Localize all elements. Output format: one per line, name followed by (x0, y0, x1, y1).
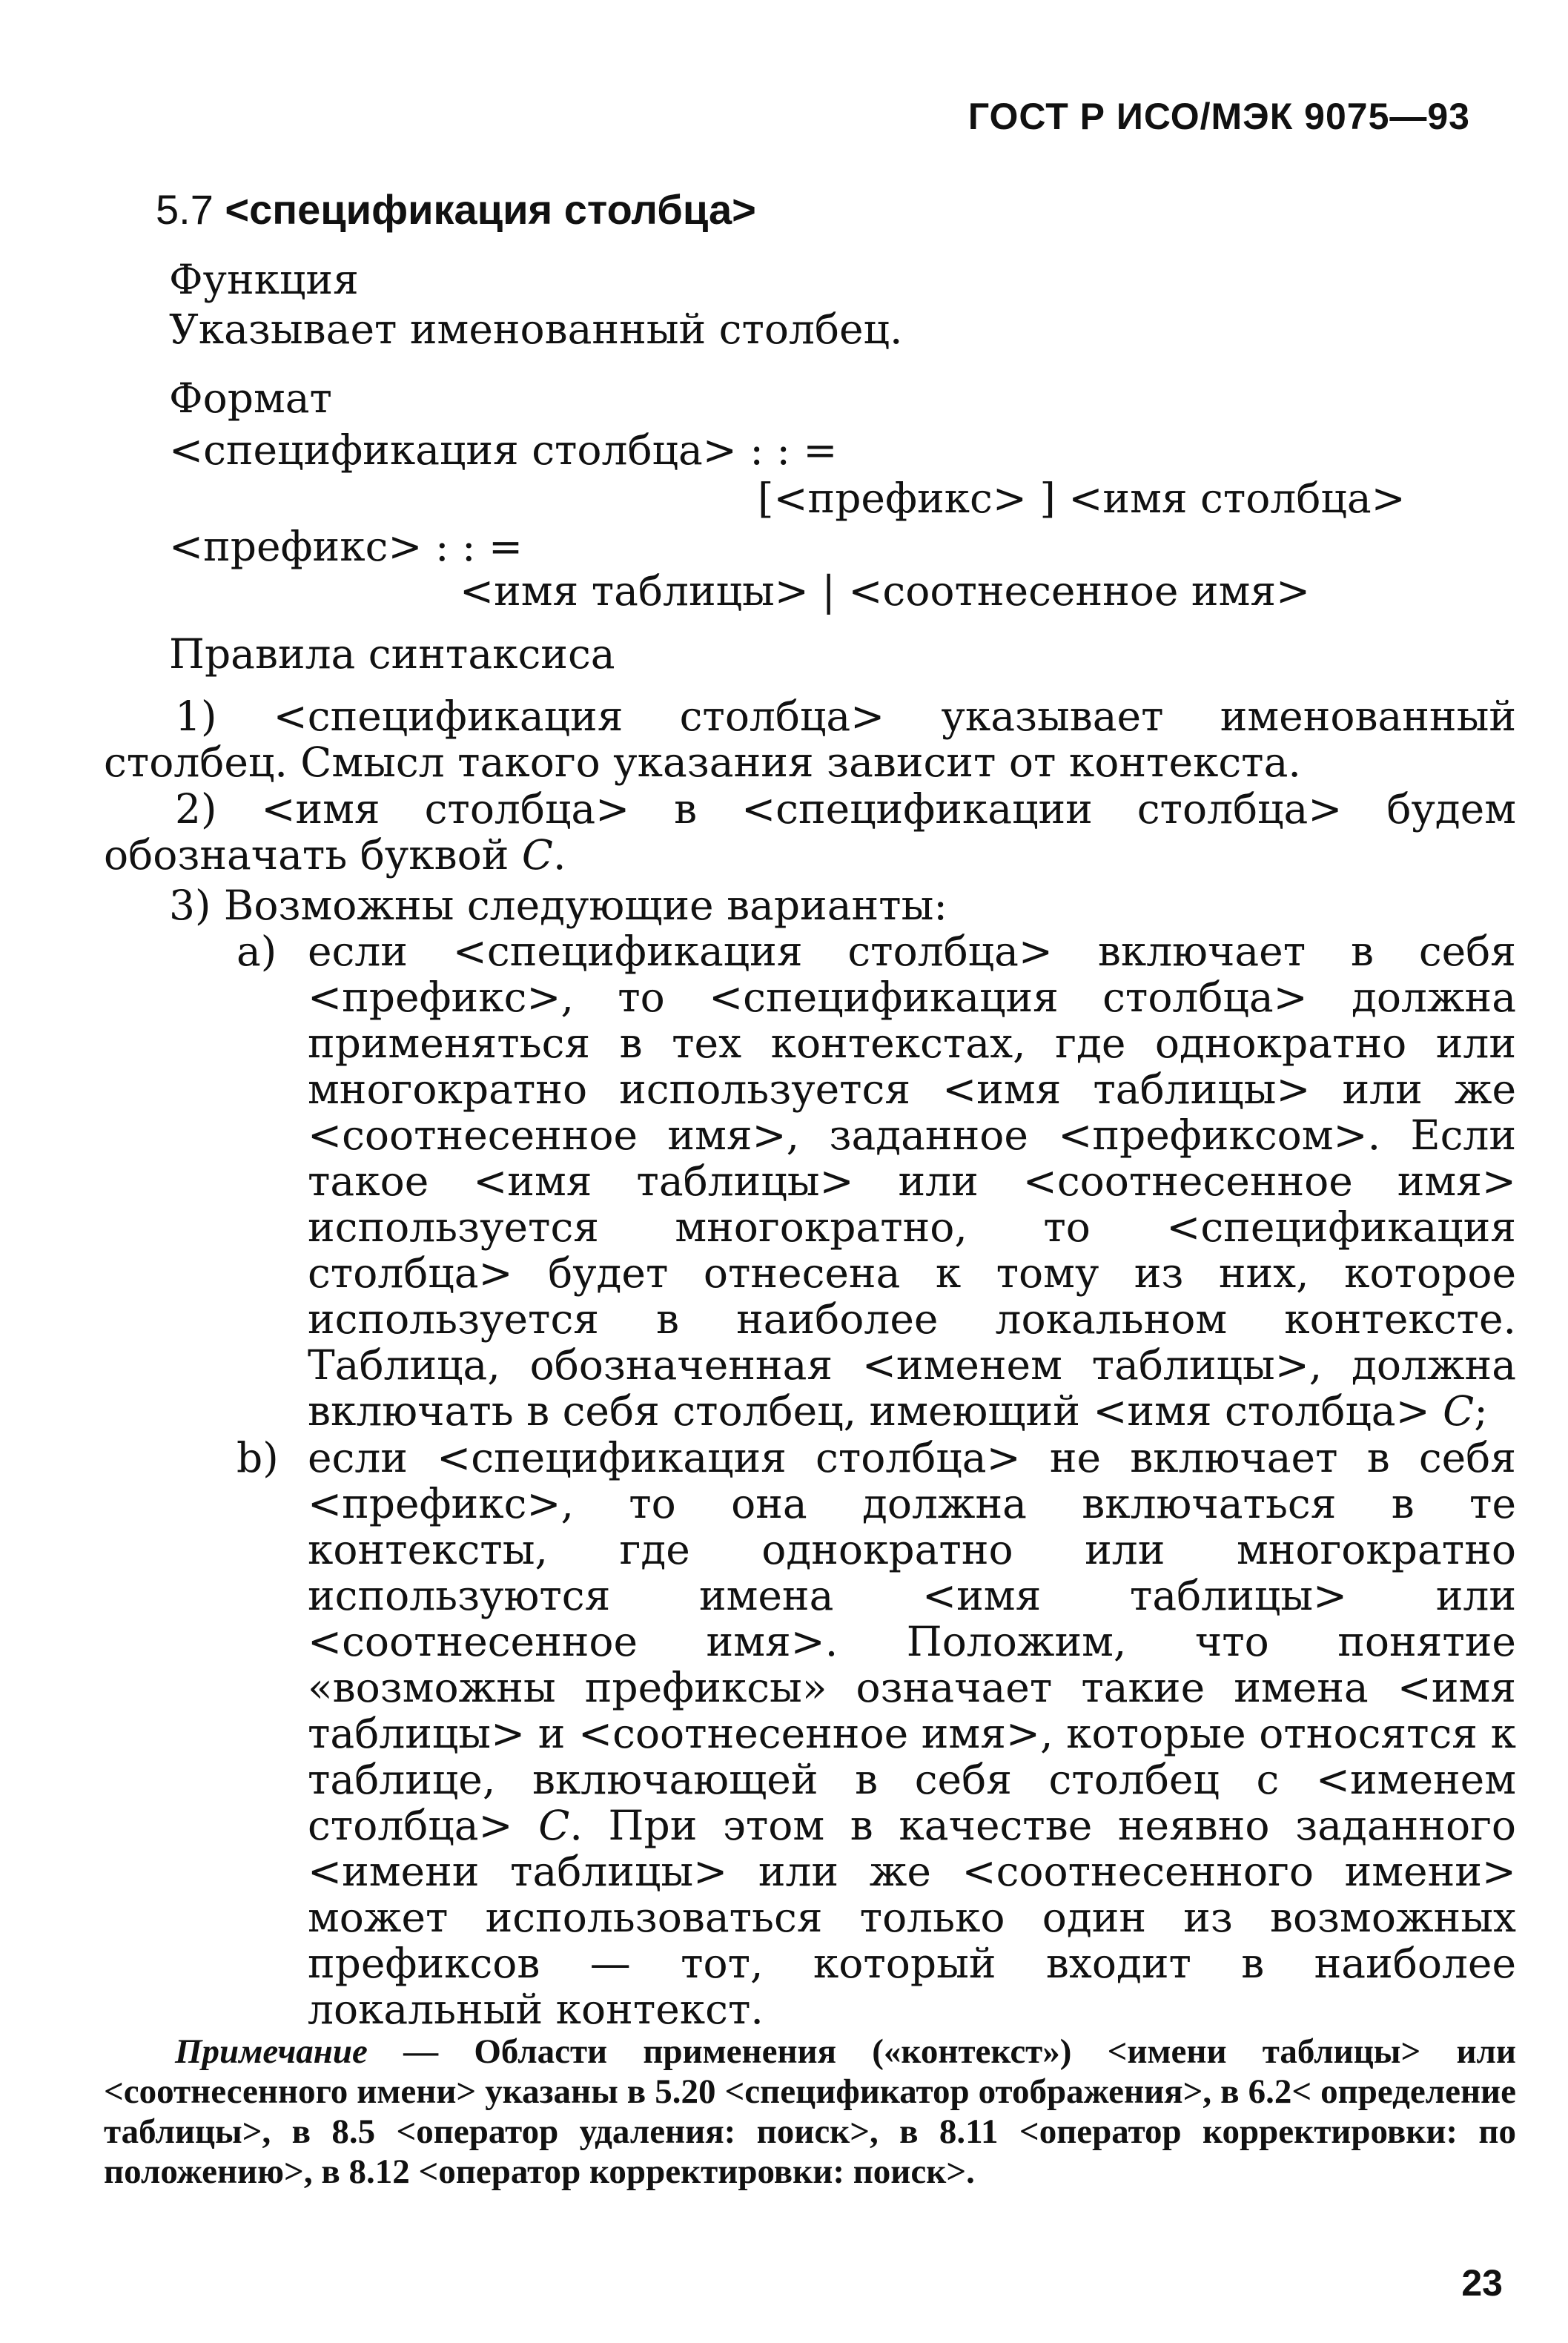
item-b-end: . При этом в качестве неявно заданного <имени таблицы> или же <соотнесенного имени> может использоваться только один из возможных префиксов — тот, который входит в наиболее локальный контекст. (308, 1802, 1516, 2033)
item-a-end: ; (1474, 1387, 1488, 1435)
item-b-text: если <спецификация столбца> не включает в себя <префикс>, то она должна включаться в те контексты, где однократно или многократно используются имена <имя таблицы> или <соотнесенное имя>. Положим, что понятие «возможны префиксы» означает такие имена <имя таблицы> и <соотнесенное имя>, которые относятся к таблице, включающей в себя столбец с <именем столбца> (308, 1434, 1516, 1849)
rule-2-end: . (552, 831, 566, 879)
rule-1: 1) <спецификация столбца> указывает именованный столбец. Смысл такого указания зависит от контекста. (104, 693, 1516, 786)
item-b (236, 1434, 1516, 2033)
format-heading: Формат (169, 374, 332, 422)
standard-header: ГОСТ Р ИСО/МЭК 9075—93 (967, 96, 1470, 137)
section-heading (156, 185, 756, 234)
format-line-3: <префикс> : : = (169, 523, 523, 570)
section-number: 5.7 (156, 186, 214, 233)
page-number: 23 (1461, 2262, 1503, 2304)
section-title: <спецификация столбца> (225, 186, 756, 233)
note (104, 2032, 1516, 2192)
rule-2-variable: C (521, 831, 553, 879)
function-heading: Функция (169, 256, 359, 303)
item-a-label: a) (236, 928, 277, 975)
format-line-1: <спецификация столбца> : : = (169, 426, 838, 474)
item-a-variable: C (1443, 1387, 1475, 1435)
format-line-2: [<префикс> ] <имя столбца> (758, 475, 1406, 522)
item-b-variable: C (538, 1802, 570, 1849)
note-lead: Примечание (175, 2032, 368, 2071)
rule-2 (104, 786, 1516, 878)
syntax-heading: Правила синтаксиса (169, 630, 615, 678)
note-text: — Области применения («контекст») <имени таблицы> или <соотнесенного имени> указаны в 5.20 <спецификатор отображения>, в 6.2< определение таблицы>, в 8.5 <оператор удаления: поиск>, в 8.11 <оператор корректировки: по положению>, в 8.12 <оператор корректировки: поиск>. (104, 2032, 1516, 2191)
rule-2-text: 2) <имя столбца> в <спецификации столбца> будем обозначать буквой (104, 785, 1516, 879)
item-b-label: b) (236, 1434, 279, 1481)
function-text: Указывает именованный столбец. (169, 305, 903, 353)
format-line-4: <имя таблицы> | <соотнесенное имя> (460, 567, 1311, 615)
item-a (236, 928, 1516, 1435)
rule-3: 3) Возможны следующие варианты: (169, 882, 947, 929)
item-a-text: если <спецификация столбца> включает в себя <префикс>, то <спецификация столбца> должна применяться в тех контекстах, где однократно или многократно используется <имя таблицы> или же <соотнесенное имя>, заданное <префиксом>. Если такое <имя таблицы> или <соотнесенное имя> используется многократно, то <спецификация столбца> будет отнесена к тому из них, которое используется в наиболее локальном контексте. Таблица, обозначенная <именем таблицы>, должна включать в себя столбец, имеющий <имя столбца> (308, 928, 1516, 1435)
